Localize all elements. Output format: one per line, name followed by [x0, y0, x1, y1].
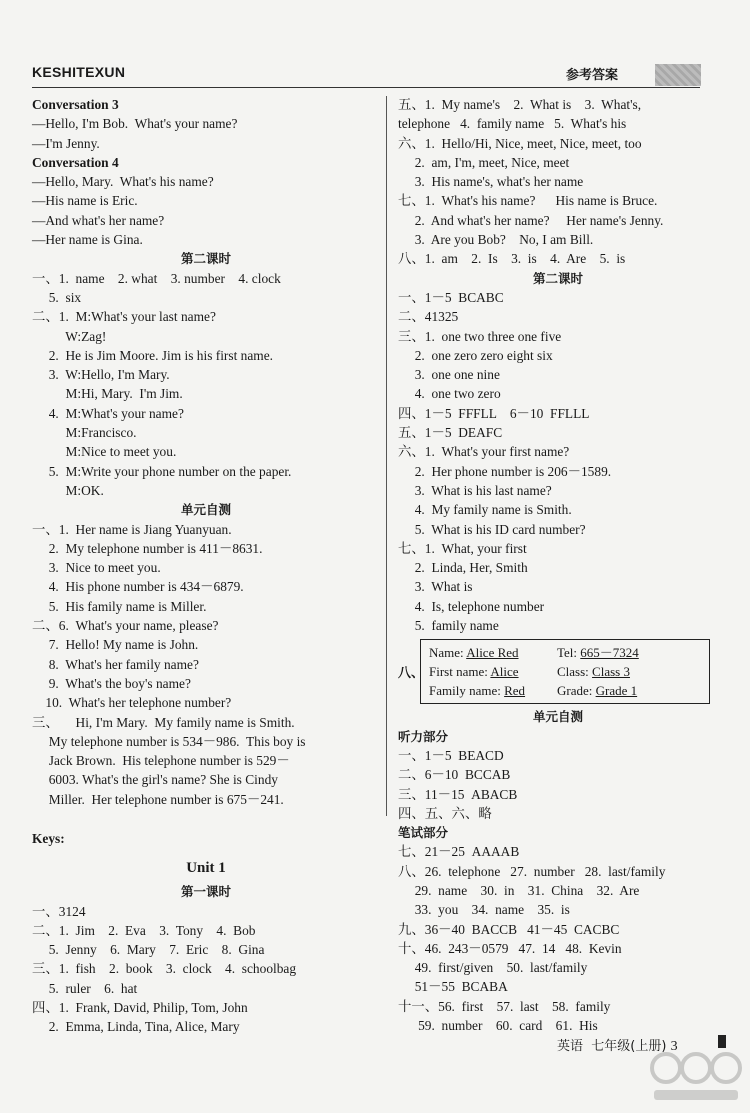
text-line: 5. ruler 6. hat: [32, 980, 138, 996]
text-line: 8. What's her family name?: [32, 656, 199, 672]
text-line: 八、26. telephone 27. number 28. last/family: [398, 863, 666, 879]
text-line: 六、1. Hello/Hi, Nice, meet, Nice, meet, too: [398, 135, 642, 151]
text-line: 三、1. one two three one five: [398, 328, 562, 344]
text-line: 二、41325: [398, 309, 459, 325]
card-row: [429, 681, 701, 700]
text-line: Miller. Her telephone number is 675－241.: [32, 791, 284, 807]
text-line: 2. My telephone number is 411－8631.: [32, 540, 263, 556]
text-line: Jack Brown. His telephone number is 529－: [32, 753, 290, 769]
class-label: Class:: [557, 663, 593, 679]
text-line: 笔试部分: [398, 825, 449, 841]
family-name-label: Family name:: [429, 682, 505, 698]
text-line: 单元自测: [532, 709, 583, 725]
text-line: 3. Nice to meet you.: [32, 560, 161, 576]
column-divider: [386, 96, 387, 816]
class-value: Class 3: [592, 663, 630, 679]
text-line: 2. Emma, Linda, Tina, Alice, Mary: [32, 1019, 240, 1035]
text-line: M:OK.: [32, 482, 104, 498]
text-line: 5. Jenny 6. Mary 7. Eric 8. Gina: [32, 942, 265, 958]
text-line: 听力部分: [398, 728, 449, 744]
text-line: 3. What is his last name?: [398, 482, 552, 498]
text-line: 10. What's her telephone number?: [32, 695, 232, 711]
text-line: 2. one zero zero eight six: [398, 347, 553, 363]
tel-label: Tel:: [557, 644, 581, 660]
text-line: 一、3124: [32, 903, 86, 919]
text-line: Unit 1: [186, 860, 226, 877]
right-top-section: [398, 95, 718, 635]
text-line: M:Francisco.: [32, 425, 137, 441]
text-line: 2. Her phone number is 206－1589.: [398, 463, 612, 479]
text-line: 七、1. What's his name? His name is Bruce.: [398, 193, 658, 209]
text-line: 七、1. What, your first: [398, 540, 527, 556]
brand-name: KESHITEXUN: [32, 64, 126, 80]
header-title: 参考答案: [566, 68, 619, 83]
text-line: 三、11－15 ABACB: [398, 786, 518, 802]
text-line: 5. What is his ID card number?: [398, 521, 586, 537]
text-line: 十、46. 243－0579 47. 14 48. Kevin: [398, 940, 622, 956]
info-card: [420, 639, 710, 704]
text-line: —And what's her name?: [32, 212, 165, 228]
spacer: [32, 809, 380, 829]
text-line: 3. His name's, what's her name: [398, 174, 584, 190]
footer-grade: 七年级(上册): [591, 1039, 667, 1054]
text-line: 33. you 34. name 35. is: [398, 902, 570, 918]
header-decoration: [655, 64, 701, 86]
text-line: 2. And what's her name? Her name's Jenny.: [398, 212, 664, 228]
text-line: 49. first/given 50. last/family: [398, 960, 588, 976]
text-line: 第一课时: [180, 884, 231, 900]
grade-label: Grade:: [557, 682, 596, 698]
text-line: 6003. What's the girl's name? She is Cindy: [32, 772, 278, 788]
text-line: 4. My family name is Smith.: [398, 502, 572, 518]
text-line: 五、1－5 DEAFC: [398, 425, 503, 441]
text-line: 第二课时: [532, 270, 583, 286]
text-line: 3. What is: [398, 579, 473, 595]
text-line: —Hello, I'm Bob. What's your name?: [32, 116, 238, 132]
text-line: 3. Are you Bob? No, I am Bill.: [398, 232, 594, 248]
text-line: 一、1－5 BEACD: [398, 747, 504, 763]
page-number: 3: [670, 1039, 678, 1054]
text-line: 四、1. Frank, David, Philip, Tom, John: [32, 1000, 248, 1016]
text-line: Conversation 4: [32, 154, 119, 170]
text-line: 一、1. Her name is Jiang Yuanyuan.: [32, 521, 232, 537]
text-line: 二、1. M:What's your last name?: [32, 309, 216, 325]
text-line: 7. Hello! My name is John.: [32, 637, 199, 653]
text-line: Keys:: [32, 830, 65, 846]
text-line: 八、1. am 2. Is 3. is 4. Are 5. is: [398, 251, 626, 267]
text-line: 二、6－10 BCCAB: [398, 767, 511, 783]
text-line: 2. Linda, Her, Smith: [398, 560, 528, 576]
text-line: 三、 Hi, I'm Mary. My family name is Smith.: [32, 714, 295, 730]
text-line: 六、1. What's your first name?: [398, 444, 570, 460]
text-line: 51－55 BCABA: [398, 979, 508, 995]
text-line: 一、1. name 2. what 3. number 4. clock: [32, 270, 281, 286]
text-line: 2. He is Jim Moore. Jim is his first name.: [32, 347, 274, 363]
text-line: 单元自测: [180, 502, 231, 518]
right-column: [398, 95, 718, 1035]
text-line: —Her name is Gina.: [32, 232, 143, 248]
text-line: 五、1. My name's 2. What is 3. What's,: [398, 97, 642, 112]
footer-subject: 英语: [557, 1039, 584, 1054]
text-line: 2. am, I'm, meet, Nice, meet: [398, 154, 570, 170]
text-line: 4. M:What's your name?: [32, 405, 184, 421]
text-line: 四、1－5 FFFLL 6－10 FFLLL: [398, 405, 590, 421]
text-line: 二、1. Jim 2. Eva 3. Tony 4. Bob: [32, 922, 256, 938]
text-line: 七、21－25 AAAAB: [398, 844, 520, 860]
grade-value: Grade 1: [595, 682, 638, 698]
text-line: 29. name 30. in 31. China 32. Are: [398, 882, 640, 898]
right-bottom-section: [398, 707, 718, 1035]
text-line: M:Hi, Mary. I'm Jim.: [32, 386, 183, 402]
first-name-value: Alice: [490, 663, 519, 679]
text-line: 九、36－40 BACCB 41－45 CACBC: [398, 921, 620, 937]
text-line: 59. number 60. card 61. His: [398, 1018, 598, 1034]
text-line: 三、1. fish 2. book 3. clock 4. schoolbag: [32, 961, 297, 977]
text-line: 5. His family name is Miller.: [32, 598, 207, 614]
text-line: 4. His phone number is 434－6879.: [32, 579, 244, 595]
name-label: Name:: [429, 644, 467, 660]
text-line: 二、6. What's your name, please?: [32, 618, 219, 634]
family-name-value: Red: [504, 682, 526, 698]
text-line: 4. Is, telephone number: [398, 598, 545, 614]
text-line: —His name is Eric.: [32, 193, 138, 209]
text-line: 5. six: [32, 289, 82, 305]
first-name-label: First name:: [429, 663, 491, 679]
text-line: W:Zag!: [32, 328, 107, 344]
text-line: telephone 4. family name 5. What's his: [398, 116, 627, 132]
header-rule: [32, 87, 700, 88]
text-line: 四、五、六、略: [398, 805, 492, 821]
text-line: 9. What's the boy's name?: [32, 675, 191, 691]
text-line: 5. family name: [398, 618, 499, 634]
text-line: 一、1－5 BCABC: [398, 289, 504, 305]
text-line: —I'm Jenny.: [32, 135, 100, 151]
text-line: Conversation 3: [32, 97, 119, 112]
text-line: M:Nice to meet you.: [32, 444, 177, 460]
text-line: 3. one one nine: [398, 367, 500, 383]
text-line: —Hello, Mary. What's his name?: [32, 174, 214, 190]
tel-value: 665－7324: [580, 644, 639, 660]
name-value: Alice Red: [466, 644, 519, 660]
text-line: 5. M:Write your phone number on the paper.: [32, 463, 292, 479]
card-row: [429, 643, 701, 662]
text-line: 3. W:Hello, I'm Mary.: [32, 367, 170, 383]
card-prefix: 八、: [398, 665, 425, 681]
card-row: [429, 662, 701, 681]
bookmark-icon: [718, 1035, 726, 1048]
watermark-icon: [648, 1048, 744, 1104]
text-line: 4. one two zero: [398, 386, 501, 402]
text-line: My telephone number is 534－986. This boy is: [32, 733, 306, 749]
text-line: 十一、56. first 57. last 58. family: [398, 998, 611, 1014]
info-card-block: [398, 639, 718, 703]
left-column: [32, 95, 380, 1037]
text-line: 第二课时: [180, 251, 231, 267]
